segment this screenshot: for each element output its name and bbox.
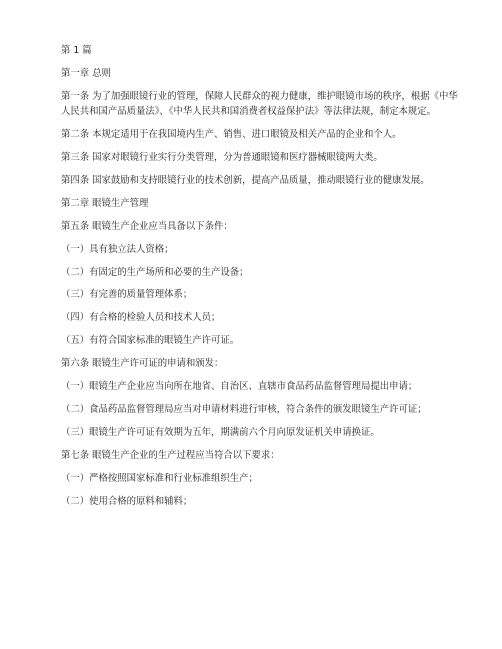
article-1: 第一条 为了加强眼镜行业的管理，保障人民群众的视力健康，维护眼镜市场的秩序，根据《中华人民共和国产品质量法》、《中华人民共和国消费者权益保护法》等法律法规，制定本规定。: [61, 90, 458, 118]
article-5-item-4: （四）有合格的检验人员和技术人员；: [61, 312, 221, 324]
chapter-1-heading: 第一章 总则: [61, 67, 111, 79]
article-5-item-2: （二）有固定的生产场所和必要的生产设备；: [61, 266, 249, 278]
article-6: 第六条 眼镜生产许可证的申请和颁发：: [61, 358, 224, 370]
article-7-item-2: （二）使用合格的原料和辅料；: [61, 495, 193, 507]
article-5: 第五条 眼镜生产企业应当具备以下条件：: [61, 220, 233, 232]
article-7-item-1: （一）严格按照国家标准和行业标准组织生产；: [61, 472, 258, 484]
article-4: 第四条 国家鼓励和支持眼镜行业的技术创新，提高产品质量，推动眼镜行业的健康发展。: [61, 174, 430, 186]
article-3: 第三条 国家对眼镜行业实行分类管理，分为普通眼镜和医疗器械眼镜两大类。: [61, 152, 383, 164]
article-6-item-2: （二）食品药品监督管理局应当对申请材料进行审核，符合条件的颁发眼镜生产许可证；: [61, 404, 427, 415]
article-5-item-3: （三）有完善的质量管理体系；: [61, 289, 193, 301]
article-6-item-1: （一）眼镜生产企业应当向所在地省、自治区、直辖市食品药品监督管理局提出申请；: [61, 381, 418, 393]
article-7: 第七条 眼镜生产企业的生产过程应当符合以下要求：: [61, 449, 280, 461]
part-heading: 第 1 篇: [61, 45, 92, 56]
article-5-item-1: （一）具有独立法人资格；: [61, 243, 174, 255]
article-5-item-5: （五）有符合国家标准的眼镜生产许可证。: [61, 335, 240, 347]
document-body: [61, 43, 461, 517]
article-6-item-3: （三）眼镜生产许可证有效期为五年，期满前六个月向原发证机关申请换证。: [61, 426, 380, 438]
chapter-2-heading: 第二章 眼镜生产管理: [61, 197, 149, 209]
article-2: 第二条 本规定适用于在我国境内生产、销售、进口眼镜及相关产品的企业和个人。: [61, 129, 402, 141]
